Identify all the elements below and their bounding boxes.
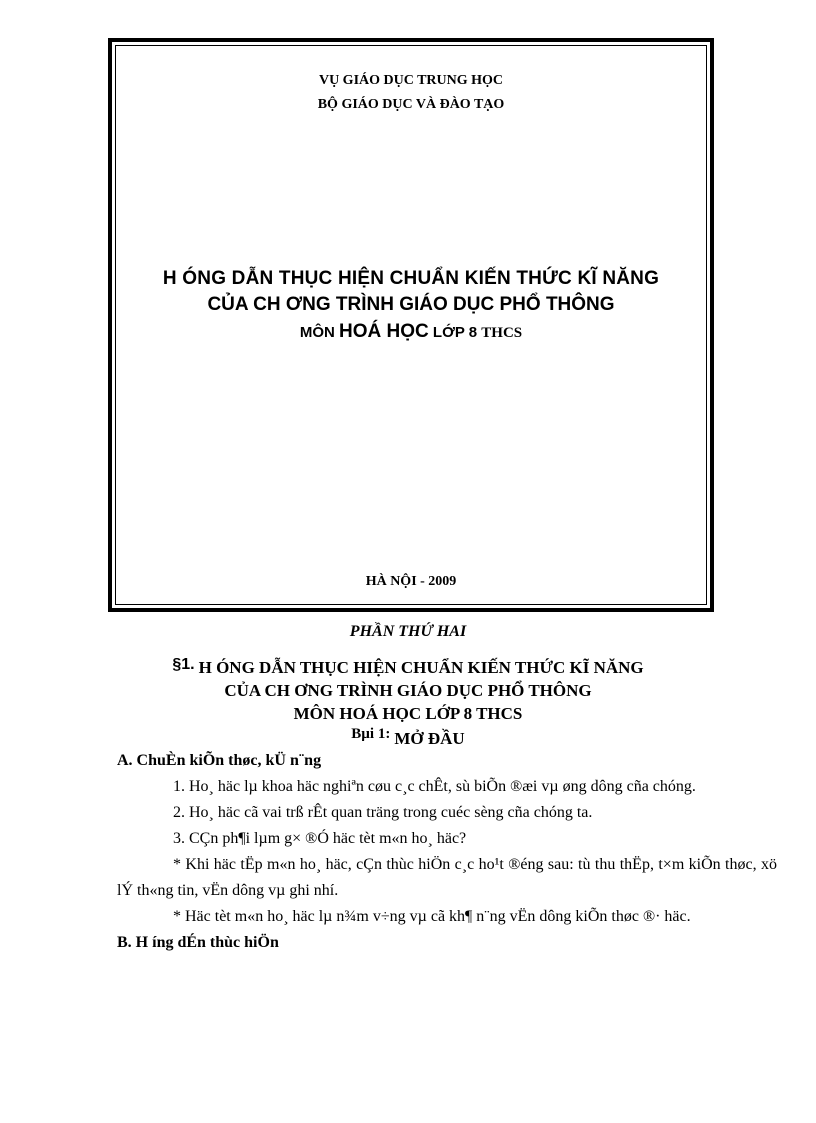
cover-title-line-1: H ÓNG DẪN THỤC HIỆN CHUẨN KIẾN THỨC KĨ NĂNG (162, 268, 660, 289)
part-heading: PHẦN THỨ HAI (349, 623, 467, 640)
lesson-heading (0, 726, 816, 749)
section-title-line-3: MÔN HOÁ HỌC LỚP 8 THCS (293, 704, 523, 723)
lesson-title: MỞ ĐẦU (394, 729, 465, 748)
cover-title-line-3 (116, 321, 706, 343)
cover-title-line-2: CỦA CH ƠNG TRÌNH GIÁO DỤC PHỔ THÔNG (207, 294, 615, 315)
agency-line-1: VỤ GIÁO DỤC TRUNG HỌC (318, 73, 504, 88)
cover-inner-border (115, 45, 707, 605)
heading-b: B. H íng dÉn thùc hiÖn (117, 934, 279, 951)
section-title-line-2: CỦA CH ƠNG TRÌNH GIÁO DỤC PHỔ THÔNG (224, 681, 592, 700)
paragraph-3: 3. CÇn ph¶i lµm g× ®Ó häc tèt m«n ho¸ häc? (173, 830, 467, 847)
cover-place-year: HÀ NỘI - 2009 (365, 574, 457, 589)
paragraph-4: * Khi häc tËp m«n ho¸ häc, cÇn thùc hiÖn c¸c ho¹t ®éng sau: tù thu thËp, t×m kiÕn thøc, xö lÝ th«ng tin, vËn dông vµ ghi nhí. (117, 856, 777, 899)
paragraph-1: 1. Ho¸ häc lµ khoa häc nghiªn cøu c¸c chÊt, sù biÕn ®æi vµ øng dông cña chóng. (173, 778, 696, 795)
section-title-line-1 (0, 656, 816, 678)
paragraph-2: 2. Ho¸ häc cã vai trß rÊt quan träng trong cuéc sèng cña chóng ta. (173, 804, 593, 821)
cover-frame (108, 38, 714, 612)
paragraph-5: * Häc tèt m«n ho¸ häc lµ n¾m v÷ng vµ cã kh¶ n¨ng vËn dông kiÕn thøc ®· häc. (173, 908, 691, 925)
section-number: §1. (172, 656, 195, 673)
cover-title-suffix: THCS (481, 325, 523, 341)
lesson-label: Bµi 1: (351, 726, 391, 742)
cover-title-grade: LỚP 8 (428, 324, 482, 341)
agency-line-2: BỘ GIÁO DỤC VÀ ĐÀO TẠO (317, 97, 505, 112)
heading-a: A. ChuÈn kiÕn thøc, kÜ n¨ng (117, 752, 322, 769)
cover-title-prefix: MÔN (299, 324, 340, 341)
section-title-text-1: H ÓNG DẪN THỤC HIỆN CHUẨN KIẾN THỨC KĨ NĂNG (198, 658, 644, 677)
body-content (117, 748, 777, 956)
cover-title-subject: HOÁ HỌC (339, 321, 429, 342)
